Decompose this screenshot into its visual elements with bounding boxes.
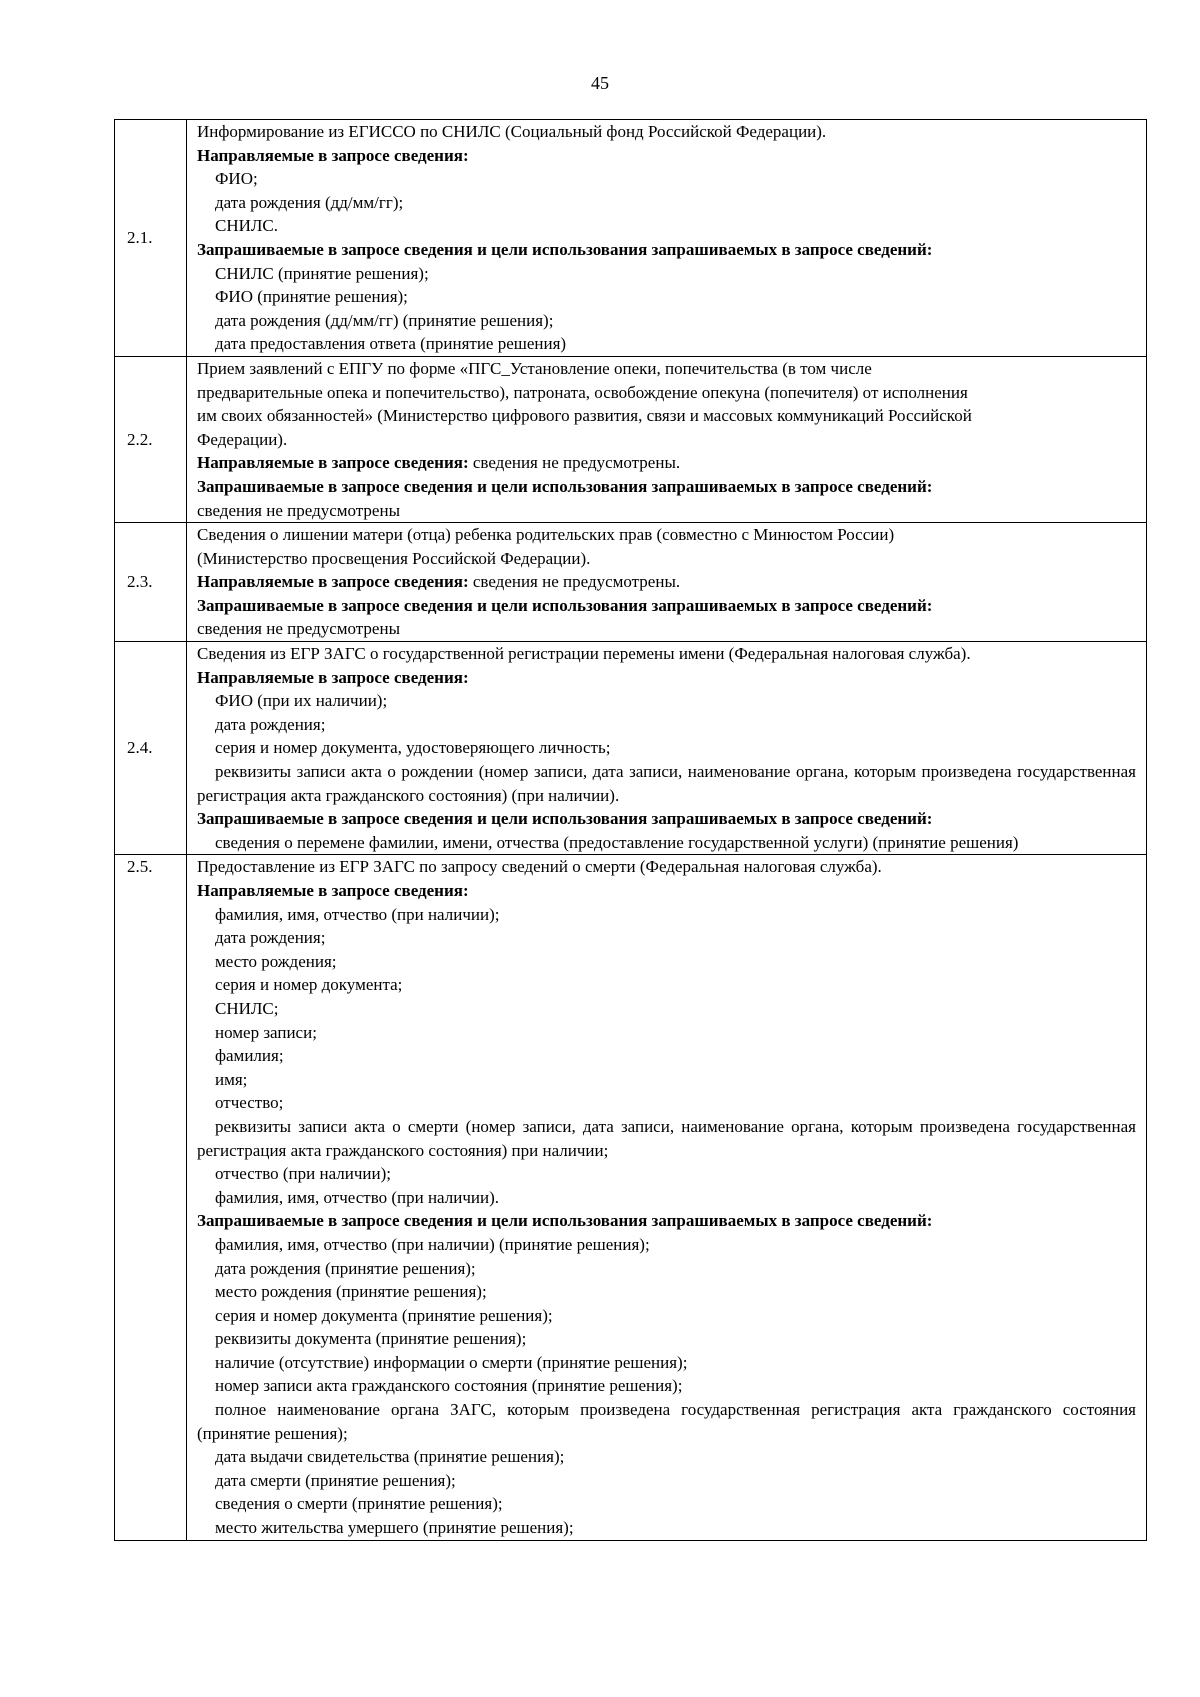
content-line: фамилия, имя, отчество (при наличии);: [215, 904, 500, 924]
page-number: 45: [591, 73, 609, 93]
content-line: Информирование из ЕГИССО по СНИЛС (Социальный фонд Российской Федерации).: [197, 122, 827, 141]
content-line: дата рождения;: [215, 714, 326, 734]
content-line: сведения о смерти (принятие решения);: [215, 1494, 503, 1514]
content-line: реквизиты записи акта о смерти (номер записи, дата записи, наименование органа, которым произведена государственная регистрация акта гражданского состояния) при наличии;: [197, 1116, 1136, 1160]
table-row: [115, 642, 1147, 855]
content-line: Сведения из ЕГР ЗАГС о государственной регистрации перемены имени (Федеральная налоговая служба).: [197, 644, 971, 664]
content-line: сведения не предусмотрены: [197, 500, 400, 520]
content-line: [197, 451, 1136, 475]
content-line: реквизиты записи акта о рождении (номер записи, дата записи, наименование органа, которым произведена государственная регистрация акта гражданского состояния) (при наличии).: [197, 762, 1136, 805]
row-content: [187, 356, 1147, 522]
content-line: серия и номер документа;: [215, 975, 403, 995]
row-content: [187, 120, 1147, 357]
content-line: имя;: [215, 1069, 248, 1089]
content-line: дата рождения (дд/мм/гг) (принятие решения);: [215, 310, 554, 330]
table-row: [115, 523, 1147, 642]
table-row: [115, 120, 1147, 357]
row-content: [187, 855, 1147, 1540]
content-line: фамилия, имя, отчество (при наличии).: [215, 1187, 499, 1207]
section-heading: Направляемые в запросе сведения:: [197, 881, 469, 900]
row-number: 2.5.: [115, 855, 187, 1540]
section-heading: Направляемые в запросе сведения:: [197, 145, 469, 165]
row-number: 2.1.: [115, 120, 187, 357]
section-heading: Запрашиваемые в запросе сведения и цели использования запрашиваемых в запросе сведений:: [197, 1211, 933, 1231]
content-line: номер записи акта гражданского состояния (принятие решения);: [215, 1376, 683, 1396]
content-line: ФИО;: [215, 169, 258, 189]
row-number: 2.3.: [115, 523, 187, 642]
section-heading: Направляемые в запросе сведения:: [197, 572, 469, 592]
content-line: ФИО (при их наличии);: [215, 691, 388, 711]
table-row: [115, 855, 1147, 1540]
row-content: [187, 523, 1147, 642]
content-line: дата предоставления ответа (принятие решения): [215, 334, 567, 354]
requirements-table: [114, 119, 1147, 1541]
content-line: СНИЛС;: [215, 998, 279, 1018]
content-line: Федерации).: [197, 429, 288, 449]
content-line: фамилия, имя, отчество (при наличии) (принятие решения);: [215, 1234, 650, 1254]
table-body: [115, 120, 1147, 1541]
content-line: Сведения о лишении матери (отца) ребенка родительских прав (совместно с Минюстом России): [197, 525, 895, 545]
content-line: Предоставление из ЕГР ЗАГС по запросу сведений о смерти (Федеральная налоговая служба).: [197, 857, 882, 877]
section-heading: Запрашиваемые в запросе сведения и цели использования запрашиваемых в запросе сведений:: [197, 239, 933, 259]
content-line: предварительные опека и попечительство), патроната, освобождение опекуна (попечителя) от исполнения: [197, 382, 968, 402]
content-line: полное наименование органа ЗАГС, которым произведена государственная регистрация акта гражданского состояния (принятие решения);: [197, 1400, 1136, 1443]
content-line: им своих обязанностей» (Министерство цифрового развития, связи и массовых коммуникаций Российской: [197, 406, 972, 426]
content-line: дата выдачи свидетельства (принятие решения);: [215, 1447, 565, 1467]
content-line: дата рождения (дд/мм/гг);: [215, 192, 404, 212]
content-line: место рождения (принятие решения);: [215, 1282, 487, 1302]
content-line: фамилия;: [215, 1046, 284, 1066]
content-line: номер записи;: [215, 1022, 317, 1042]
content-line: наличие (отсутствие) информации о смерти (принятие решения);: [215, 1352, 688, 1372]
section-value: сведения не предусмотрены.: [468, 453, 681, 473]
content-line: Прием заявлений с ЕПГУ по форме «ПГС_Установление опеки, попечительства (в том числе: [197, 358, 872, 378]
row-number: 2.4.: [115, 642, 187, 855]
content-line: сведения не предусмотрены: [197, 619, 400, 639]
content-line: СНИЛС.: [215, 216, 279, 236]
content-line: дата смерти (принятие решения);: [215, 1470, 456, 1490]
content-line: серия и номер документа (принятие решения);: [215, 1305, 553, 1325]
row-number: 2.2.: [115, 356, 187, 522]
table-row: [115, 356, 1147, 522]
content-line: реквизиты документа (принятие решения);: [215, 1329, 527, 1349]
section-heading: Запрашиваемые в запросе сведения и цели использования запрашиваемых в запросе сведений:: [197, 476, 933, 496]
content-line: (Министерство просвещения Российской Федерации).: [197, 548, 591, 568]
content-line: сведения о перемене фамилии, имени, отчества (предоставление государственной услуги) (принятие решения): [215, 832, 1019, 852]
content-line: СНИЛС (принятие решения);: [215, 263, 429, 283]
section-heading: Запрашиваемые в запросе сведения и цели использования запрашиваемых в запросе сведений:: [197, 595, 933, 615]
content-line: серия и номер документа, удостоверяющего личность;: [215, 738, 611, 758]
section-heading: Направляемые в запросе сведения:: [197, 667, 469, 687]
content-line: место рождения;: [215, 951, 337, 971]
row-content: [187, 642, 1147, 855]
content-line: дата рождения (принятие решения);: [215, 1258, 476, 1278]
content-line: дата рождения;: [215, 928, 326, 948]
section-value: сведения не предусмотрены.: [468, 572, 681, 592]
content-line: место жительства умершего (принятие решения);: [215, 1518, 574, 1538]
section-heading: Запрашиваемые в запросе сведения и цели использования запрашиваемых в запросе сведений:: [197, 809, 933, 829]
content-line: ФИО (принятие решения);: [215, 287, 408, 307]
content-line: отчество (при наличии);: [215, 1164, 391, 1184]
section-heading: Направляемые в запросе сведения:: [197, 453, 469, 473]
content-line: [197, 570, 1136, 594]
content-line: отчество;: [215, 1093, 284, 1113]
